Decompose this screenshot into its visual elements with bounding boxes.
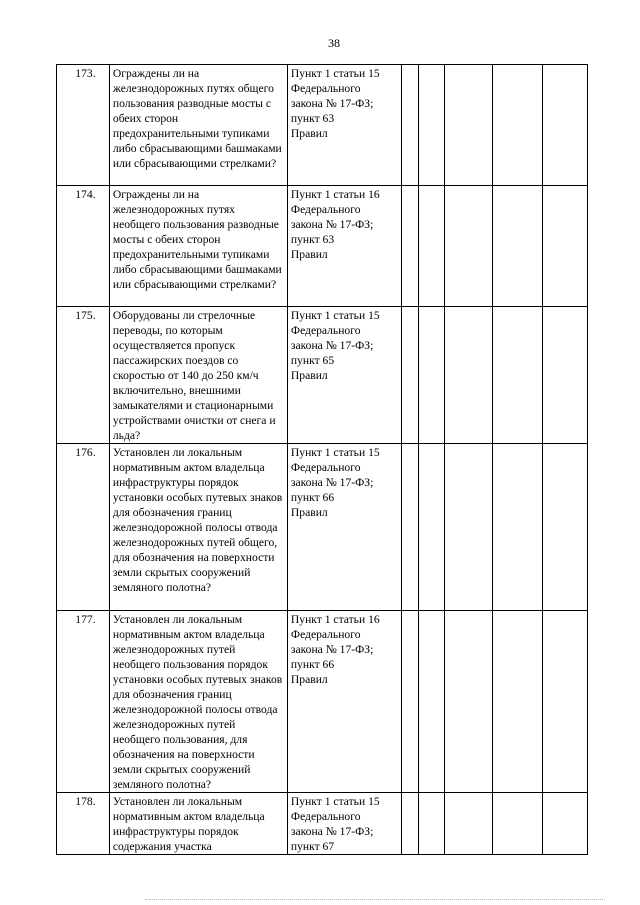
reference-line: Правил [290, 248, 328, 261]
question-text: Установлен ли локальным нормативным актом владельца инфраструктуры порядок содержания участка [112, 795, 265, 853]
empty-cell [493, 793, 543, 855]
empty-cell [543, 65, 588, 186]
empty-cell [401, 65, 418, 186]
checklist-body [57, 65, 588, 855]
empty-cell [493, 307, 543, 444]
empty-cell [419, 65, 444, 186]
table-row [57, 307, 588, 444]
reference-line: пункт 66 [290, 491, 335, 504]
question-cell [109, 444, 287, 611]
reference-line: закона № 17-ФЗ; [290, 825, 374, 838]
table-row [57, 611, 588, 793]
empty-cell [401, 793, 418, 855]
empty-cell [493, 186, 543, 307]
reference-cell [287, 186, 401, 307]
reference-line: Федерального [290, 203, 361, 216]
table-row [57, 793, 588, 855]
reference-line: Федерального [290, 324, 361, 337]
checklist-table [56, 64, 588, 855]
row-number-cell [57, 186, 110, 307]
question-text: Установлен ли локальным нормативным актом владельца инфраструктуры порядок установки особых путевых знаков для обозначения границ железнодорожной полосы отвода железнодорожных путей общего, для обозначения на поверхности земли скрытых сооружений земляного полотна? [112, 446, 283, 594]
reference-line: Федерального [290, 461, 361, 474]
empty-cell [419, 186, 444, 307]
row-number: 178. [75, 795, 96, 808]
row-number: 174. [75, 188, 96, 201]
reference-line: пункт 63 [290, 233, 335, 246]
empty-cell [543, 307, 588, 444]
empty-cell [543, 611, 588, 793]
empty-cell [493, 65, 543, 186]
scan-edge-line [145, 899, 605, 900]
empty-cell [444, 65, 493, 186]
question-text: Оборудованы ли стрелочные переводы, по которым осуществляется пропуск пассажирских поездов со скоростью от 140 до 250 км/ч включительно, внешними замыкателями и стационарными устройствами очистки от снега и льда? [112, 309, 276, 442]
row-number-cell [57, 65, 110, 186]
reference-line: закона № 17-ФЗ; [290, 339, 374, 352]
empty-cell [419, 444, 444, 611]
row-number-cell [57, 307, 110, 444]
reference-cell [287, 793, 401, 855]
empty-cell [401, 444, 418, 611]
empty-cell [419, 307, 444, 444]
reference-line: закона № 17-ФЗ; [290, 476, 374, 489]
reference-line: Пункт 1 статьи 15 [290, 309, 380, 322]
question-cell [109, 793, 287, 855]
reference-cell [287, 307, 401, 444]
reference-line: Федерального [290, 810, 361, 823]
empty-cell [543, 444, 588, 611]
reference-line: Правил [290, 506, 328, 519]
row-number-cell [57, 611, 110, 793]
reference-line: Пункт 1 статьи 16 [290, 188, 380, 201]
reference-line: Пункт 1 статьи 16 [290, 613, 380, 626]
empty-cell [401, 611, 418, 793]
row-number: 175. [75, 309, 96, 322]
reference-line: Правил [290, 369, 328, 382]
reference-line: пункт 63 [290, 112, 335, 125]
reference-line: пункт 65 [290, 354, 335, 367]
reference-line: закона № 17-ФЗ; [290, 643, 374, 656]
empty-cell [493, 611, 543, 793]
row-number: 176. [75, 446, 96, 459]
reference-line: Федерального [290, 628, 361, 641]
question-cell [109, 307, 287, 444]
empty-cell [419, 793, 444, 855]
reference-line: Правил [290, 673, 328, 686]
reference-cell [287, 65, 401, 186]
reference-line: Правил [290, 127, 328, 140]
reference-line: Пункт 1 статьи 15 [290, 67, 380, 80]
row-number-cell [57, 793, 110, 855]
reference-line: закона № 17-ФЗ; [290, 218, 374, 231]
table-row [57, 186, 588, 307]
reference-line: закона № 17-ФЗ; [290, 97, 374, 110]
row-number-cell [57, 444, 110, 611]
question-cell [109, 65, 287, 186]
reference-line: Пункт 1 статьи 15 [290, 446, 380, 459]
empty-cell [444, 444, 493, 611]
question-cell [109, 611, 287, 793]
question-text: Ограждены ли на железнодорожных путях необщего пользования разводные мосты с обеих сторон предохранительными тупиками либо сбрасывающими башмаками или сбрасывающими стрелками? [112, 188, 282, 291]
table-row [57, 444, 588, 611]
reference-line: пункт 66 [290, 658, 335, 671]
reference-cell [287, 611, 401, 793]
question-text: Ограждены ли на железнодорожных путях общего пользования разводные мосты с обеих сторон предохранительными тупиками либо сбрасывающими башмаками или сбрасывающими стрелками? [112, 67, 282, 170]
page-number: 38 [328, 36, 340, 50]
row-number: 177. [75, 613, 96, 626]
empty-cell [543, 793, 588, 855]
empty-cell [419, 611, 444, 793]
table-row [57, 65, 588, 186]
empty-cell [493, 444, 543, 611]
empty-cell [444, 611, 493, 793]
reference-line: Пункт 1 статьи 15 [290, 795, 380, 808]
row-number: 173. [75, 67, 96, 80]
question-cell [109, 186, 287, 307]
question-text: Установлен ли локальным нормативным актом владельца железнодорожных путей необщего пользования порядок установки особых путевых знаков для обозначения границ железнодорожной полосы отвода железнодорожных путей необщего пользования, для обозначения на поверхности земли скрытых сооружений земляного полотна? [112, 613, 283, 791]
reference-cell [287, 444, 401, 611]
empty-cell [401, 186, 418, 307]
empty-cell [543, 186, 588, 307]
empty-cell [444, 793, 493, 855]
empty-cell [444, 186, 493, 307]
empty-cell [444, 307, 493, 444]
empty-cell [401, 307, 418, 444]
reference-line: пункт 67 [290, 840, 335, 853]
reference-line: Федерального [290, 82, 361, 95]
